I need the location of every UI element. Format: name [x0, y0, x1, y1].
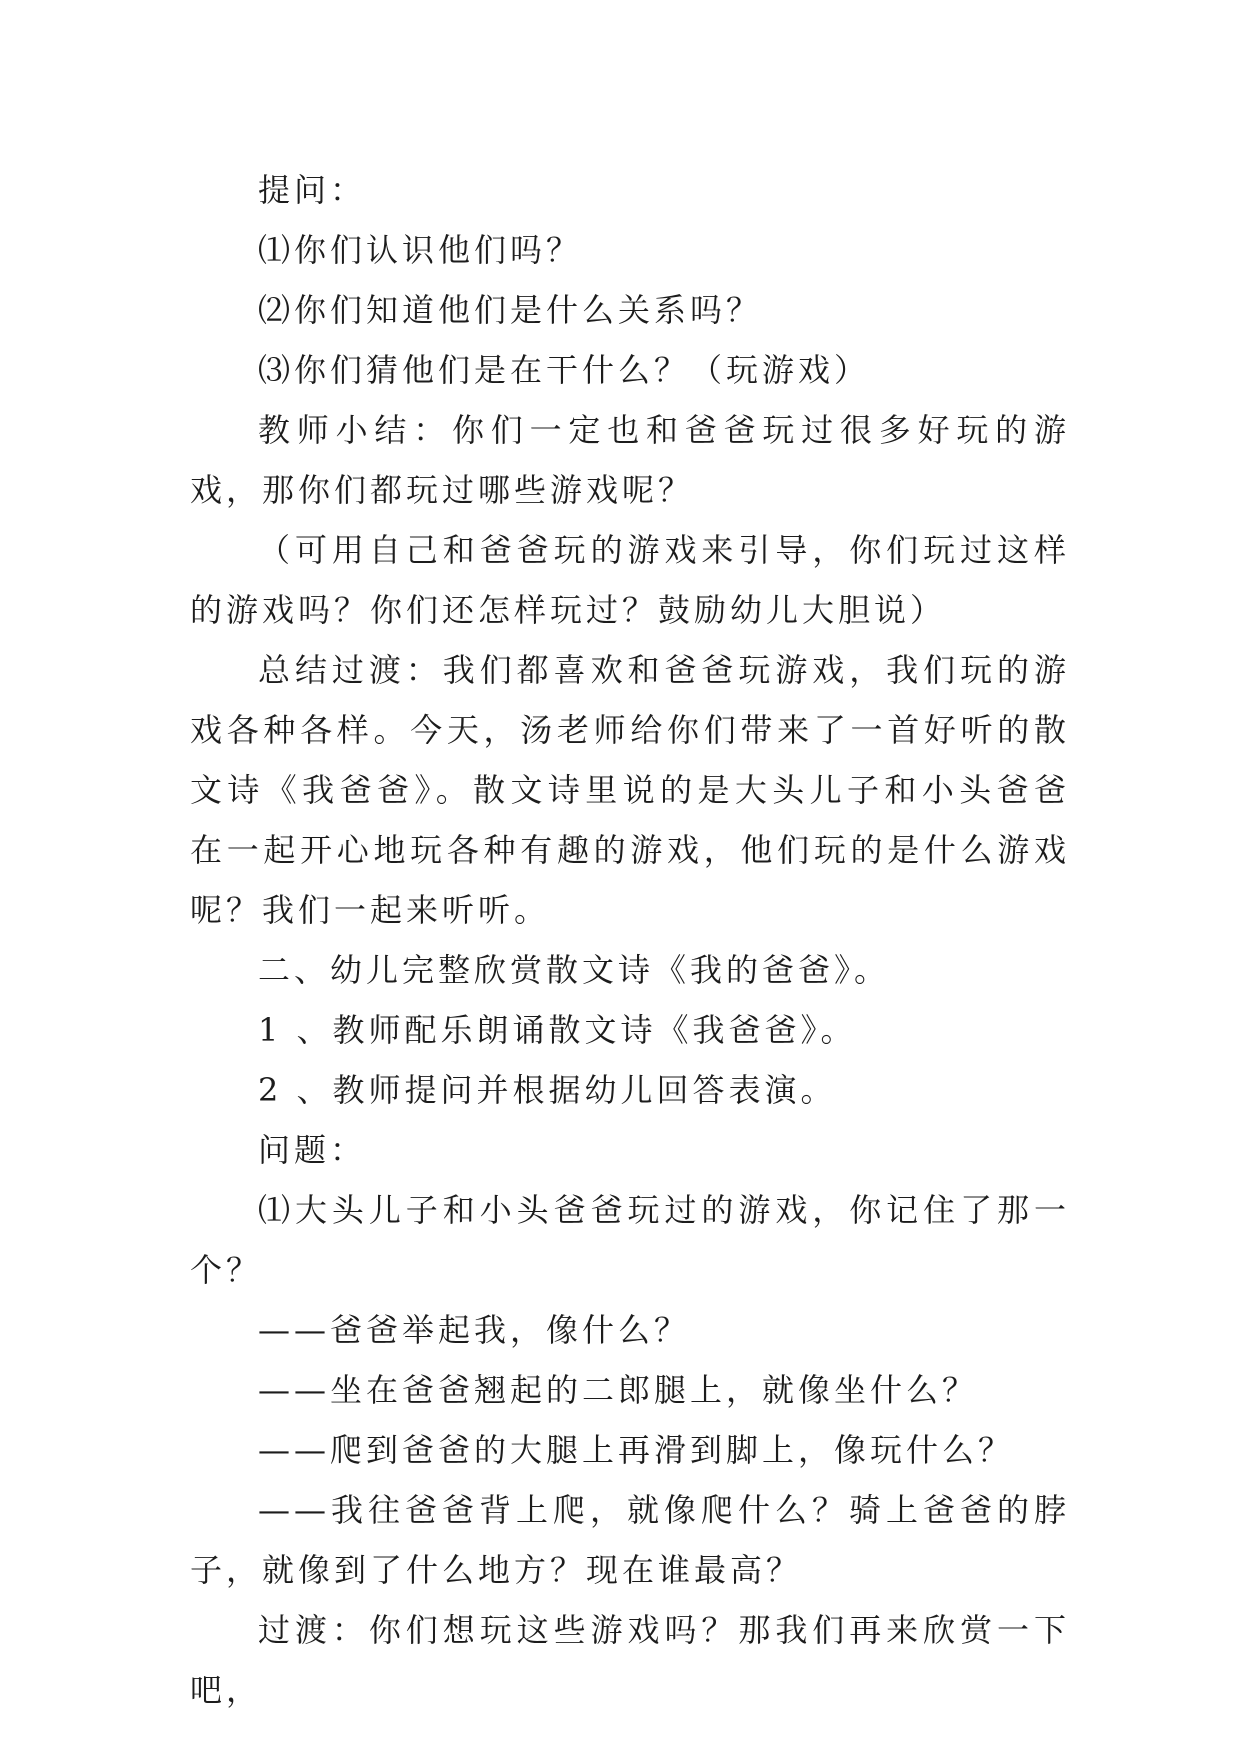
paragraph: ⑴你们认识他们吗？ [258, 231, 583, 269]
question-item: ——爬到爸爸的大腿上再滑到脚上，像玩什么？ [258, 1431, 1015, 1469]
question-item: ——爸爸举起我，像什么？ [258, 1311, 691, 1349]
paragraph: ⑶你们猜他们是在干什么？（玩游戏） [258, 351, 871, 389]
question-item: ——我往爸爸背上爬，就像爬什么？骑上爸爸的脖子，就像到了什么地方？现在谁最高？ [190, 1491, 1070, 1589]
paragraph: ⑵你们知道他们是什么关系吗？ [258, 291, 763, 329]
paragraph: （可用自己和爸爸玩的游戏来引导，你们玩过这样的游戏吗？你们还怎样玩过？鼓励幼儿大胆说） [190, 531, 1070, 629]
body-text [190, 160, 1070, 1720]
question-item: ——坐在爸爸翘起的二郎腿上，就像坐什么？ [258, 1371, 979, 1409]
list-item: ⑴大头儿子和小头爸爸玩过的游戏，你记住了那一个？ [190, 1191, 1070, 1289]
paragraph: 提问： [258, 171, 367, 209]
section-heading: 二、幼儿完整欣赏散文诗《我的爸爸》。 [258, 951, 891, 989]
paragraph: 问题： [258, 1131, 367, 1169]
list-item: 2 、教师提问并根据幼儿回答表演。 [258, 1071, 837, 1109]
paragraph: 教师小结：你们一定也和爸爸玩过很多好玩的游戏，那你们都玩过哪些游戏呢？ [190, 411, 1070, 509]
paragraph: 过渡：你们想玩这些游戏吗？那我们再来欣赏一下吧， [190, 1611, 1070, 1709]
list-item: 1 、教师配乐朗诵散文诗《我爸爸》。 [258, 1011, 857, 1049]
paragraph: 总结过渡：我们都喜欢和爸爸玩游戏，我们玩的游戏各种各样。今天，汤老师给你们带来了一首好听的散文诗《我爸爸》。散文诗里说的是大头儿子和小头爸爸在一起开心地玩各种有趣的游戏，他们玩的是什么游戏呢？我们一起来听听。 [190, 651, 1070, 929]
